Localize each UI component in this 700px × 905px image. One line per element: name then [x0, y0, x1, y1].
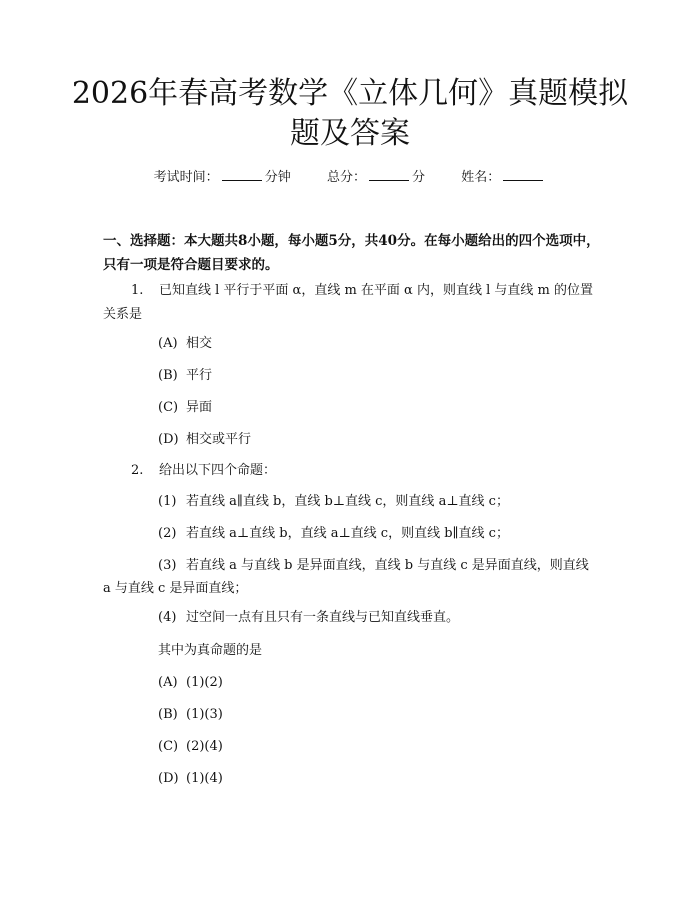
proposition-4	[158, 606, 459, 630]
proposition-text: 若直线 a 与直线 b 是异面直线，直线 b 与直线 c 是异面直线，则直线	[186, 558, 589, 573]
option-text: (2)(4)	[186, 739, 223, 754]
question-1-stem	[131, 279, 593, 303]
proposition-label: (1)	[158, 494, 177, 509]
proposition-label: (2)	[158, 526, 177, 541]
option-letter: (A)	[158, 675, 178, 690]
option-letter: (C)	[158, 400, 179, 415]
option-letter: (B)	[158, 368, 178, 383]
option-text: 平行	[186, 368, 213, 383]
option-d	[158, 428, 251, 452]
proposition-2	[158, 522, 509, 546]
option-b	[158, 703, 223, 727]
score-label: 总分：	[326, 170, 366, 185]
exam-meta	[0, 168, 700, 187]
proposition-text: 若直线 a∥直线 b，直线 b⊥直线 c，则直线 a⊥直线 c；	[186, 494, 509, 509]
proposition-1	[158, 490, 509, 514]
option-d	[158, 767, 223, 791]
score-blank	[369, 168, 409, 181]
time-unit: 分钟	[264, 170, 291, 185]
option-c	[158, 735, 223, 759]
question-2-stem	[131, 459, 276, 483]
proposition-text: 过空间一点有且只有一条直线与已知直线垂直。	[186, 610, 460, 625]
proposition-text: 若直线 a⊥直线 b，直线 a⊥直线 c，则直线 b∥直线 c；	[186, 526, 509, 541]
option-text: (1)(2)	[186, 675, 223, 690]
option-letter: (C)	[158, 739, 179, 754]
section-heading: 一、选择题：本大题共8小题，每小题5分，共40分。在每小题给出的四个选项中，只有一项是符合题目要求的。	[103, 233, 600, 273]
question-2-prompt: 其中为真命题的是	[158, 643, 263, 658]
option-text: 异面	[186, 400, 213, 415]
option-letter: (B)	[158, 707, 178, 722]
proposition-label: (3)	[158, 558, 177, 573]
proposition-3	[158, 554, 589, 578]
option-b	[158, 364, 212, 388]
proposition-label: (4)	[158, 610, 177, 625]
name-label: 姓名：	[461, 170, 501, 185]
time-label: 考试时间：	[153, 170, 219, 185]
option-a	[158, 332, 212, 356]
option-text: (1)(3)	[186, 707, 223, 722]
option-c	[158, 396, 212, 420]
score-unit: 分	[412, 170, 426, 185]
proposition-3-cont: a 与直线 c 是异面直线；	[103, 581, 248, 596]
option-letter: (D)	[158, 771, 179, 786]
option-text: 相交	[186, 336, 213, 351]
time-blank	[222, 168, 262, 181]
question-number: 2.	[131, 463, 144, 478]
option-a	[158, 671, 223, 695]
option-text: (1)(4)	[186, 771, 223, 786]
question-text: 给出以下四个命题：	[159, 463, 277, 478]
question-number: 1.	[131, 283, 144, 298]
name-blank	[503, 168, 543, 181]
option-letter: (D)	[158, 432, 179, 447]
page-title: 2026年春高考数学《立体几何》真题模拟题及答案	[71, 76, 629, 151]
question-1-stem-cont: 关系是	[103, 307, 143, 322]
option-text: 相交或平行	[186, 432, 252, 447]
question-text: 已知直线 l 平行于平面 α，直线 m 在平面 α 内，则直线 l 与直线 m 的位置	[159, 283, 593, 298]
option-letter: (A)	[158, 336, 178, 351]
